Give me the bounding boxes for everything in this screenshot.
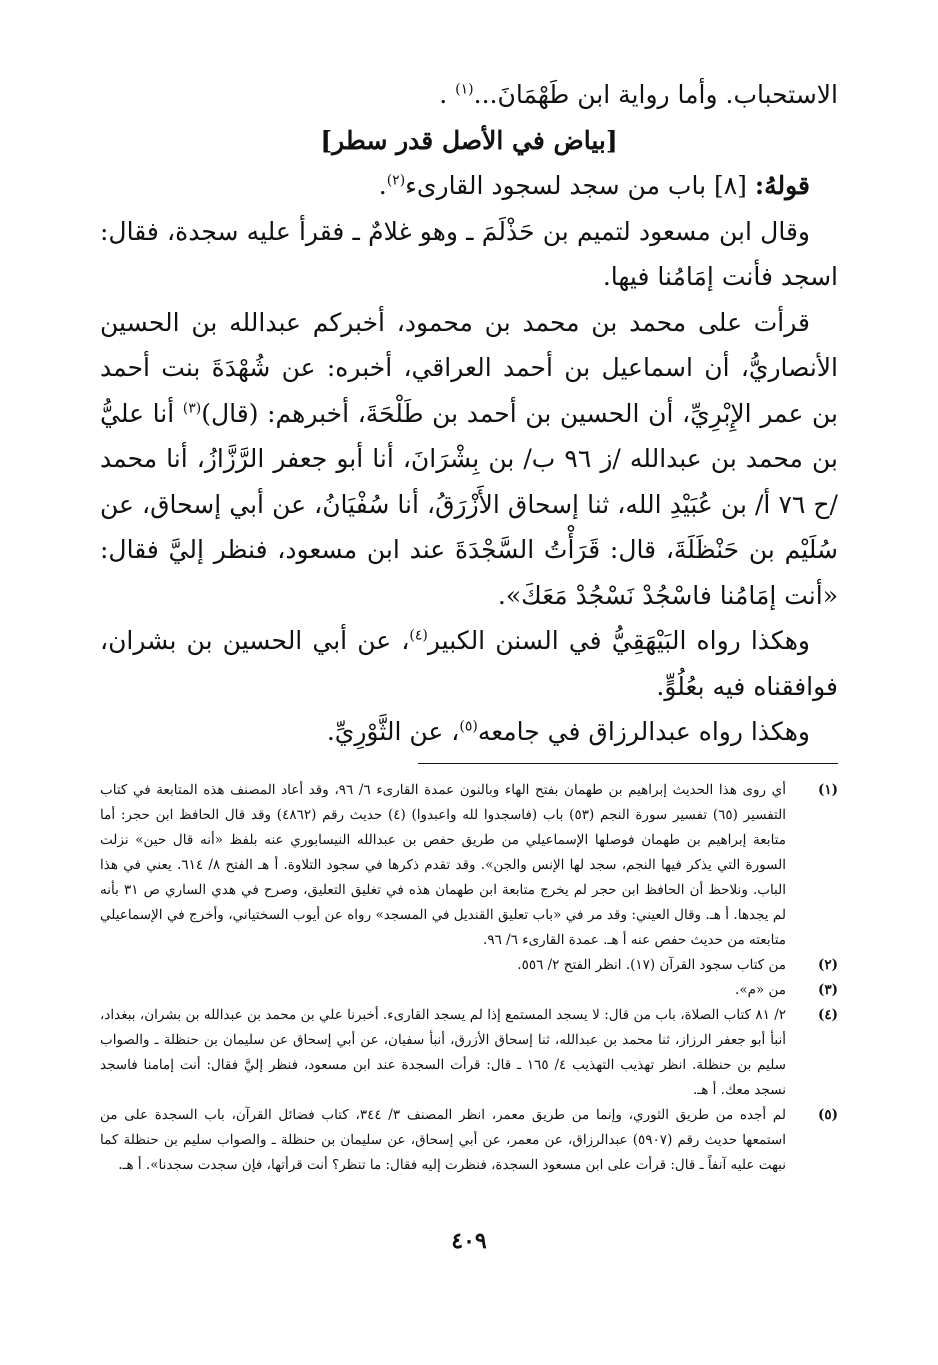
footnote-number: (٣) <box>817 981 838 998</box>
footnote-text: من كتاب سجود القرآن (١٧). انظر الفتح ٢/ ٥٥٦. <box>517 956 786 973</box>
footnote-number: (٥) <box>817 1106 838 1123</box>
footnote-ref: (٤) <box>409 627 428 644</box>
footnote-separator <box>418 763 838 764</box>
heading-keyword: قولهُ: <box>754 171 810 200</box>
footnote <box>100 978 838 1003</box>
section-heading <box>100 163 838 209</box>
footnote-text: أي روى هذا الحديث إبراهيم بن طهمان بفتح الهاء وبالنون عمدة القارىء ٦/ ٩٦، وقد أعاد المصنف هذه المتابعة في كتاب التفسير (٦٥) تفسير سورة النجم (٥٣) باب (فاسجدوا لله واعبدوا) (٤) حديث رقم (٤٨٦٢) وقد قال الحافظ ابن حجر: أما متابعة إبراهيم بن طهمان فوصلها الإسماعيلي من طريق حفص بن عبدالله النيسابوري عنه بلفظ «أنه قال حين» نزلت السورة التي يذكر فيها النجم، سجد لها الإنس والجن». وقد تقدم ذكرها في سجود التلاوة. أ هـ الفتح ٨/ ٦١٤. يعني في هذا الباب. ونلاحظ أن الحافظ ابن حجر لم يخرج متابعة ابن طهمان هذه في تغليق التعليق، وصرح في هدي الساري ص ٣١ بأنه لم يجدها. أ هـ. وقال العيني: وقد مر في «باب تعليق القنديل في المسجد» رواه عن أيوب السختياني، وأخرج في الإسماعيلي متابعته من حديث حفص عنه أ هـ. عمدة القارىء ٦/ ٩٦. <box>100 781 787 948</box>
footnote-text: ٢/ ٨١ كتاب الصلاة، باب من قال: لا يسجد المستمع إذا لم يسجد القارىء. أخبرنا علي بن محمد بن عبدالله بن بشران، ببغداد، أنبأ أبو جعفر الرزاز، ثنا محمد بن عبدالله، ثنا إسحاق الأزرق، أنبأ سفيان، عن أبي إسحاق عن سليمان بن حنظلة ـ والصواب سليم بن حنظلة. انظر تهذيب التهذيب ٤/ ١٦٥ ـ قال: قرأت السجدة عند ابن مسعود، فنظر إليَّ فقال: أنت إمامنا فاسجد نسجد معك. أ هـ. <box>100 1006 787 1098</box>
footnote <box>100 1003 838 1103</box>
main-text <box>100 72 838 755</box>
footnote <box>100 778 838 953</box>
footnote <box>100 953 838 978</box>
text-fragment: ، عن أبي الحسين بن بشران، فوافقناه فيه بعُلُوٍّ. <box>100 626 838 701</box>
footnote-text: من «م». <box>735 981 786 998</box>
footnote-ref: (١) <box>455 81 474 98</box>
text-fragment: أنا عليُّ بن محمد بن عبدالله /ز ٩٦ ب/ بن بِشْرَانَ، أنا أبو جعفر الرَّزَّازُ، أنا محمد /ح ٧٦ أ/ بن عُبَيْدِ الله، ثنا إسحاق الأَزْرَقُ، أنا سُفْيَانُ، عن أبي إسحاق، عن سُلَيْم بن حَنْظَلَةَ، قال: قَرَأْتُ السَّجْدَةَ عند ابن مسعود، فنظر إليَّ فقال: «أنت إمَامُنا فاسْجُدْ نَسْجُدْ مَعَكَ». <box>100 398 838 610</box>
footnote-number: (٢) <box>817 956 838 973</box>
footnote-ref: (٥) <box>459 718 478 735</box>
footnote-ref: (٢) <box>386 172 406 189</box>
text-fragment: الاستحباب. وأما رواية ابن طَهْمَانَ... <box>473 80 838 109</box>
heading-end: . <box>378 171 387 200</box>
footnote <box>100 1103 838 1178</box>
text-fragment: ، عن الثَّوْرِيِّ. <box>326 717 460 746</box>
text-fragment: قرأت على محمد بن محمد بن محمود، أخبركم عبدالله بن الحسين الأنصاريُّ، أن اسماعيل بن أحمد العراقي، أخبره: عن شُهْدَةَ بنت أحمد بن عمر الإِبْرِيِّ، أن الحسين بن أحمد بن طَلْحَةَ، أخبرهم: (قال) <box>100 307 838 428</box>
text-line <box>100 72 838 118</box>
paragraph: وقال ابن مسعود لتميم بن حَذْلَمَ ـ وهو غلامٌ ـ فقرأ عليه سجدة، فقال: اسجد فأنت إمَامُنا فيها. <box>100 216 838 291</box>
footnote-number: (٤) <box>817 1006 838 1023</box>
page-number: ٤٠٩ <box>451 1228 487 1254</box>
footnotes <box>100 778 838 1178</box>
footnote-text: لم أجده من طريق الثوري، وإنما من طريق معمر، انظر المصنف ٣/ ٣٤٤، كتاب فضائل القرآن، باب السجدة على من استمعها حديث رقم (٥٩٠٧) عبدالرزاق، عن معمر، عن أبي إسحاق، عن سليمان بن حنظلة ـ والصواب سليم بن حنظلة كما نبهت عليه آنفاً ـ قال: قرأت على ابن مسعود السجدة، فنظرت إليه فقال: ما تنظر؟ أنت قرأتها، فإن سجدت سجدنا». أ هـ. <box>100 1106 786 1173</box>
heading-text: [٨] باب من سجد لسجود القارىء <box>405 171 755 200</box>
text-fragment: وهكذا رواه عبدالرزاق في جامعه <box>477 717 810 746</box>
blank-note: [بياض في الأصل قدر سطر] <box>320 125 618 155</box>
footnote-ref: (٣) <box>182 400 202 417</box>
text-fragment: وهكذا رواه البَيْهَقِيُّ في السنن الكبير <box>427 626 810 655</box>
paragraph <box>100 618 838 709</box>
paragraph <box>100 709 838 755</box>
paragraph <box>100 300 838 619</box>
footnote-number: (١) <box>817 781 838 798</box>
text-fragment: . <box>439 80 456 109</box>
